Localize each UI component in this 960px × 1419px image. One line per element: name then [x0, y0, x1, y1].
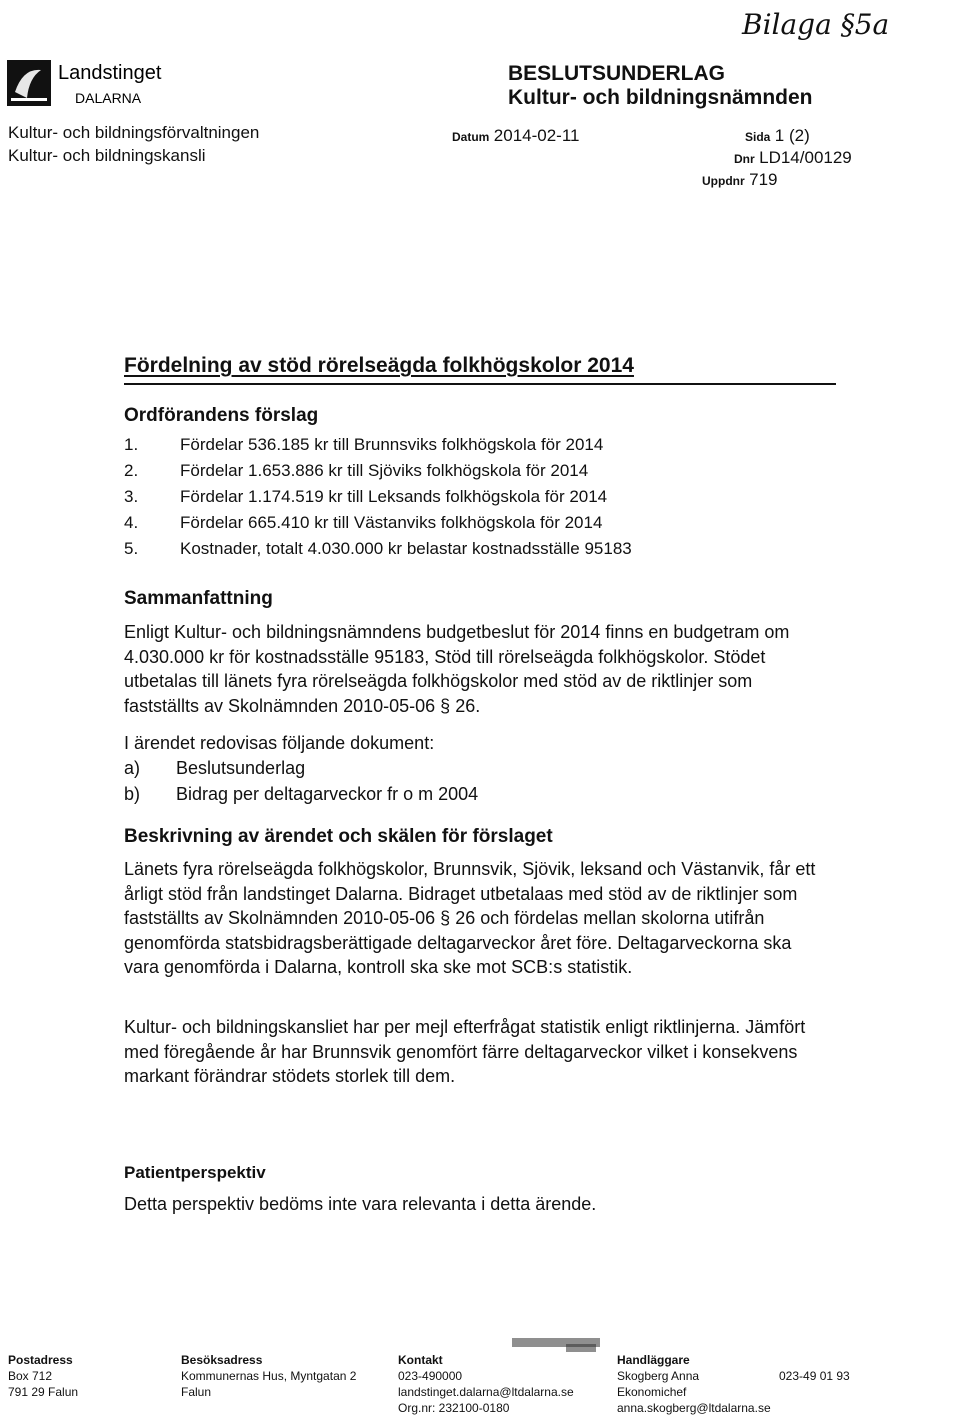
footer-postal: Postadress Box 712 791 29 Falun	[8, 1353, 79, 1399]
logo-emblem-icon	[7, 60, 51, 106]
title-rule	[124, 383, 836, 385]
dnr-label: Dnr	[734, 152, 755, 166]
handwritten-note: Bilaga §5a	[742, 8, 890, 41]
documents-intro: I ärendet redovisas följande dokument:	[124, 733, 435, 753]
summary-heading: Sammanfattning	[124, 588, 273, 609]
date-label: Datum	[452, 130, 490, 144]
description-paragraph-2: Kultur- och bildningskansliet har per mejl efterfrågat statistik enligt riktlinjerna. Jämfört med föregående år har Brunnsvik genomfört färre deltagarveckor vilket i konsekvens markant förändrar stödets storlek till dem.	[124, 1017, 806, 1086]
proposal-list	[124, 435, 632, 565]
dnr-value: LD14/00129	[759, 148, 852, 167]
dnr-field	[734, 148, 852, 168]
uppdnr-value: 719	[749, 170, 778, 189]
date-field	[452, 126, 580, 146]
proposal-heading: Ordförandens förslag	[124, 405, 319, 426]
scan-artifact	[566, 1344, 596, 1352]
date-value: 2014-02-11	[493, 126, 580, 145]
footer-handler: Handläggare Skogberg Anna Ekonomichef anna.skogberg@ltdalarna.se	[617, 1353, 771, 1415]
logo-name: Landstinget	[58, 62, 162, 84]
list-item: 1. Fördelar 536.185 kr till Brunnsviks folkhögskola för 2014	[124, 435, 604, 454]
document-title: Fördelning av stöd rörelseägda folkhögskolor 2014	[124, 354, 634, 377]
description-paragraph-1: Länets fyra rörelseägda folkhögskolor, Brunnsvik, Sjövik, leksand och Västanvik, får ett årligt stöd från landstinget Dalarna. Bidraget utbetalaas med stöd av de riktlinjer som fastställts av Skolnämnden 2010-05-06 § 26 och fördelas mellan skolorna utifrån genomförda statsbidragsberättigade deltagarveckor året före. Deltagarveckorna ska vara genomförda i Dalarna, kontroll ska ske mot SCB:s statistik.	[124, 859, 816, 977]
page-label: Sida	[745, 130, 771, 144]
org-line-1: Kultur- och bildningsförvaltningen	[8, 123, 260, 142]
list-item: 5. Kostnader, totalt 4.030.000 kr belastar kostnadsställe 95183	[124, 539, 632, 558]
document-item: a) Beslutsunderlag	[124, 758, 306, 778]
uppdnr-label: Uppdnr	[702, 174, 745, 188]
description-heading: Beskrivning av ärendet och skälen för förslaget	[124, 826, 553, 847]
summary-paragraph: Enligt Kultur- och bildningsnämndens budgetbeslut för 2014 finns en budgetram om 4.030.000 kr för kostnadsställe 95183, Stöd till rörelseägda folkhögskolor. Stödet utbetalas till länets fyra rörelseägda folkhögskolor med stöd av de riktlinjer som fastställts av Skolnämnden 2010-05-06 § 26.	[124, 622, 790, 716]
footer-contact: Kontakt 023-490000 landstinget.dalarna@ltdalarna.se Org.nr: 232100-0180	[398, 1353, 574, 1415]
list-item: 4. Fördelar 665.410 kr till Västanviks folkhögskola för 2014	[124, 513, 603, 532]
footer-handler-phone: 023-49 01 93	[779, 1369, 850, 1383]
committee-name: Kultur- och bildningsnämnden	[508, 86, 813, 109]
list-item: 3. Fördelar 1.174.519 kr till Leksands folkhögskola för 2014	[124, 487, 608, 506]
document-type: BESLUTSUNDERLAG	[508, 62, 726, 85]
uppdnr-field	[702, 170, 777, 190]
patient-text: Detta perspektiv bedöms inte vara relevanta i detta ärende.	[124, 1194, 597, 1214]
org-line-2: Kultur- och bildningskansli	[8, 146, 206, 165]
patient-heading: Patientperspektiv	[124, 1163, 266, 1182]
page-value: 1 (2)	[774, 126, 810, 145]
landstinget-logo	[7, 60, 51, 106]
page-field	[745, 126, 810, 146]
document-item: b) Bidrag per deltagarveckor fr o m 2004	[124, 784, 479, 804]
logo-region: DALARNA	[75, 90, 142, 106]
footer-visit: Besöksadress Kommunernas Hus, Myntgatan 2 Falun	[181, 1353, 357, 1399]
list-item: 2. Fördelar 1.653.886 kr till Sjöviks folkhögskola för 2014	[124, 461, 589, 480]
